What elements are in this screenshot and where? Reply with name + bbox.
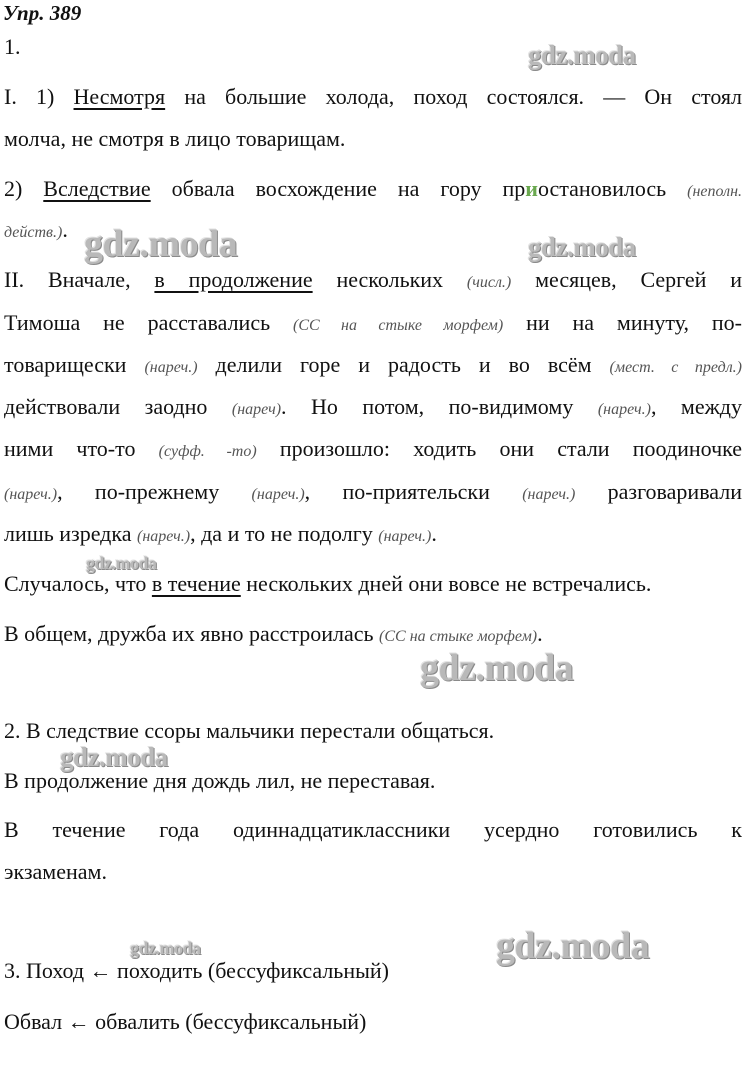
note-suff: (суфф. -то) [158, 443, 257, 460]
s2-line-2 [4, 217, 68, 246]
p2-line-6 [4, 479, 742, 508]
p2-l4-c: , между [650, 394, 742, 419]
section-2-line-2: В продолжение дня дождь лил, не переставая. [4, 768, 436, 793]
s1-line-2: молча, не смотря в лицо товарищам. [4, 126, 346, 151]
p2-l4-b-group [232, 394, 573, 419]
watermark-logo: gdz.moda [496, 925, 650, 967]
note-narech-7: (нареч.) [136, 528, 191, 545]
note-narech-3: (нареч.) [597, 401, 651, 418]
section-1-number: 1. [4, 34, 21, 59]
p2-l7-end: . [431, 521, 437, 546]
p2-l4-c-group [598, 394, 742, 419]
section-2-line-4: экзаменам. [4, 859, 107, 884]
p2-l7-a: лишь изредка [4, 521, 132, 546]
note-ss-1: (СС на стыке морфем) [293, 317, 504, 334]
roman-two: II. Вначале, [4, 267, 131, 292]
p2-line-7 [4, 521, 437, 550]
roman-one: I. 1) [4, 84, 55, 109]
p2-line-5 [4, 436, 742, 465]
s1-text: на большие холода, поход состоялся. — Он стоял [184, 84, 743, 109]
p4-end: . [537, 621, 543, 646]
section-3-line-1: 3. Поход ← походить (бессуфиксальный) [4, 958, 389, 983]
p2-l1-b: месяцев, Сергей и [535, 267, 743, 292]
p2-line-2 [4, 310, 742, 339]
watermark-logo: gdz.moda [60, 742, 168, 772]
p2-l5-a: ними что-то [4, 436, 136, 461]
preposition-v-prodolzhenie: в продолжение [154, 267, 313, 292]
p2-l1-a: нескольких [336, 267, 444, 292]
p2-l2-b: ни на минуту, по- [526, 310, 742, 335]
s2-period: . [62, 217, 68, 242]
preposition-v-techenie: в течение [151, 571, 241, 596]
watermark-logo: gdz.moda [528, 232, 636, 262]
s2-number: 2) [4, 176, 23, 201]
s2-text-a: обвала восхождение на гору пр [171, 176, 526, 201]
watermark-logo: gdz.moda [130, 938, 201, 958]
p3-line [4, 571, 651, 597]
p2-l2-a: Тимоша не расставались [4, 310, 271, 335]
note-mest: (мест. с предл.) [609, 359, 742, 376]
note-narech-8: (нареч.) [378, 528, 432, 545]
p2-l3-a: товарищески [4, 352, 127, 377]
p2-l3-b: делили горе и радость и во всём [215, 352, 592, 377]
p2-l5-b: произошло: ходить они стали поодиночке [279, 436, 743, 461]
note-deistv: действ.) [4, 224, 63, 241]
p2-l4-a: действовали заодно [4, 394, 208, 419]
s1-line-1 [4, 84, 742, 110]
s2-text [172, 176, 667, 201]
note-narech-4: (нареч.) [4, 486, 58, 503]
p2-l6-b: , по-приятельски [304, 479, 490, 504]
p3-b: нескольких дней они вовсе не встречались. [246, 571, 652, 596]
p2-l7-b: , да и то не подолгу [190, 521, 373, 546]
p2-l6-b-group [252, 479, 490, 504]
note-narech-6: (нареч.) [522, 486, 576, 503]
section-2-line-1: 2. В следствие ссоры мальчики перестали общаться. [4, 718, 495, 743]
section-3-line-2: Обвал ← обвалить (бессуфиксальный) [4, 1009, 367, 1034]
p2-l6-a-group [4, 479, 219, 504]
s2-text-b: остановилось [537, 176, 667, 201]
note-chisl: (числ.) [466, 274, 512, 291]
watermark-logo: gdz.moda [420, 647, 574, 689]
exercise-title: Упр. 389 [3, 1, 82, 25]
s2-line-1 [4, 176, 742, 205]
preposition-vsledstvie: Вследствие [43, 176, 151, 201]
watermark-logo: gdz.moda [86, 553, 157, 573]
preposition-nesmotrya: Несмотря [73, 84, 166, 109]
note-narech-1: (нареч.) [144, 359, 198, 376]
p2-line-1 [4, 267, 742, 296]
p3-a: Случалось, что [4, 571, 147, 596]
p4-a: В общем, дружба их явно расстроилась [4, 621, 374, 646]
p2-l6-a: , по-прежнему [57, 479, 220, 504]
watermark-logo: gdz.moda [84, 223, 238, 265]
note-narech-2: (нареч) [231, 401, 282, 418]
note-narech-5: (нареч.) [251, 486, 305, 503]
p2-line-3 [4, 352, 742, 381]
section-2-line-3: В течение года одиннадцатиклассники усердно готовились к [4, 817, 742, 842]
highlighted-letter: и [525, 176, 538, 201]
p2-line-4 [4, 394, 742, 423]
p2-l4-b: . Но потом, по-видимому [281, 394, 574, 419]
note-ss-2: (СС на стыке морфем) [379, 628, 538, 645]
note-nepoln: (неполн. [687, 183, 743, 200]
watermark-logo: gdz.moda [528, 40, 636, 70]
p2-l6-c: разговаривали [607, 479, 742, 504]
